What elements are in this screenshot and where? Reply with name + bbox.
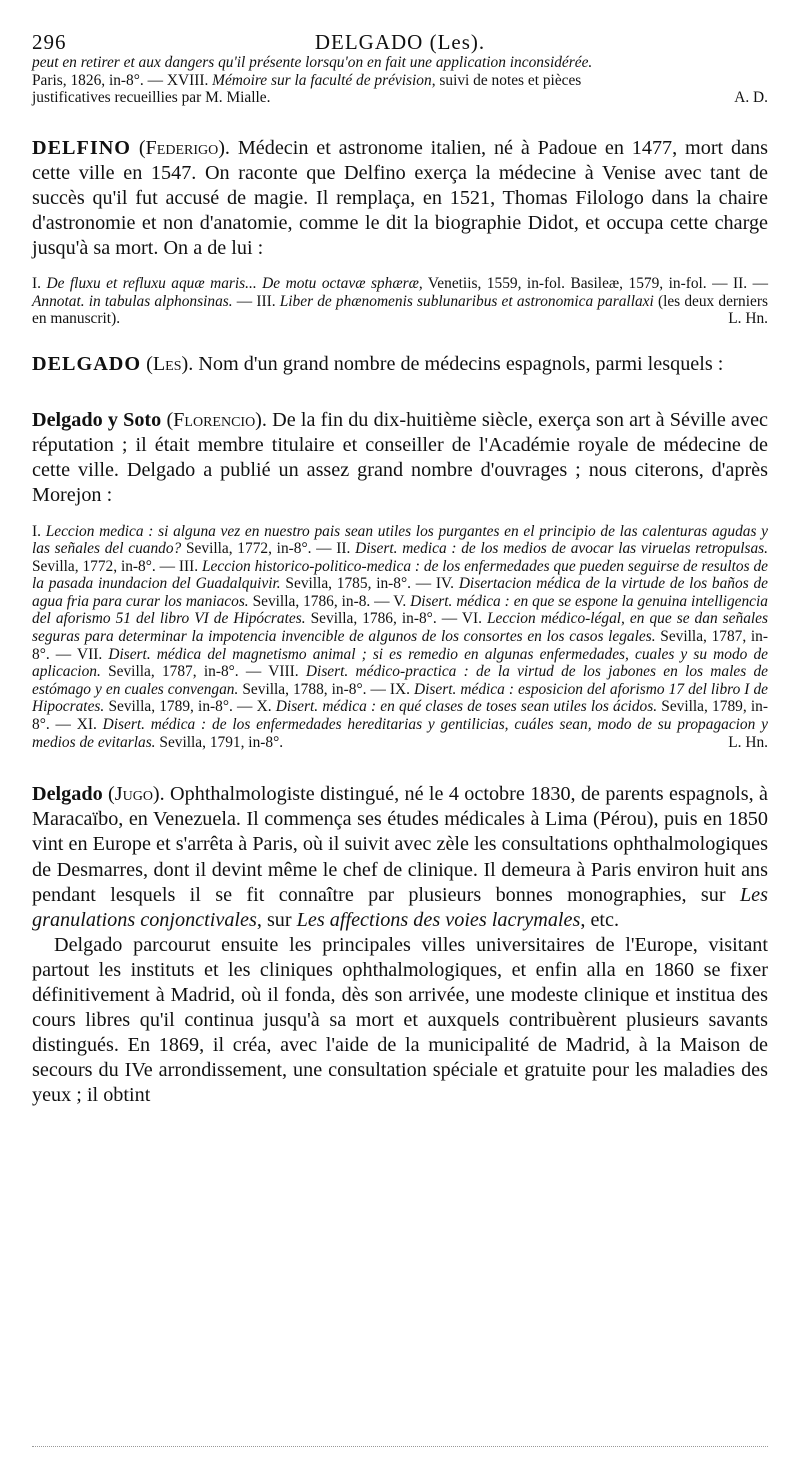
running-title: DELGADO (Les). bbox=[314, 30, 486, 54]
page-header bbox=[32, 30, 768, 54]
bibliography-line: Paris, 1826, in-8°. — XVIII. Mémoire sur la faculté de prévision, suivi de notes et pièces bbox=[32, 71, 582, 89]
page-number: 296 bbox=[32, 30, 67, 54]
entry-delgado-y-soto bbox=[32, 408, 768, 751]
entry-delgado-jugo bbox=[32, 782, 768, 1108]
dictionary-page bbox=[32, 30, 768, 1108]
headword: Delgado y Soto bbox=[32, 409, 162, 432]
entry-name: (Federigo). bbox=[138, 136, 230, 159]
entry-name: (Jugo). bbox=[108, 783, 165, 806]
headword: DELGADO bbox=[32, 353, 142, 376]
previous-entry-end bbox=[32, 54, 768, 107]
bibliography-line-end: justificatives recueillies par M. Mialle. A. D. bbox=[32, 89, 768, 107]
entry-text: Delgado y Soto (Florencio). De la fin du dix-huitième siècle, exerça son art à Séville avec réputation ; il était membre titulaire et conseiller de l'Académie royale de médecine de cette ville. Delgado a publié un assez grand nombre d'ouvrages ; nous citerons, d'après Morejon : bbox=[32, 409, 769, 507]
entry-name: (Florencio). bbox=[166, 409, 267, 432]
author-signature: L. Hn. bbox=[728, 310, 768, 328]
headword: Delgado bbox=[32, 783, 103, 806]
footer-rule bbox=[32, 1446, 768, 1447]
entry-delgado-les bbox=[32, 352, 768, 377]
author-signature: L. Hn. bbox=[728, 733, 768, 751]
works-list: I. Leccion medica : si alguna vez en nuestro pais sean utiles los purgantes en el principio de las calenturas agudas y las señales del cuando? Sevilla, 1772, in-8°. — II. Disert. medica : de los medios de avocar las viruelas retropulsas. Sevilla, 1772, in-8°. — III. Leccion historico-politico-medica : de los enfermedades que pueden seguirse de resultos de la pasada inundacion del Guadalquivir. Sevilla, 1785, in-8°. — IV. Disertacion médica de la virtude de los baños de agua fria para curar los maniacos. Sevilla, 1786, in-8. — V. Disert. médica : en que se espone la genuina intelligencia del aforismo 51 del libro VI de Hipócrates. Sevilla, 1786, in-8°. — VI. Leccion médico-légal, en que se dan señales seguras para determinar la impotencia invencible de algunos de los consortes en los casos legales. Sevilla, 1787, in-8°. — VII. Disert. médica del magnetismo animal ; si es remedio en algunas enfermedades, cuales y su modo de aplicacion. Sevilla, 1787, in-8°. — VIII. Disert. médico-practica : de la virtud de los jabones en los males de estómago y en cuales convengan. Sevilla, 1788, in-8°. — IX. Disert. médica : esposicion del aforismo 17 del libro I de Hipocrates. Sevilla, 1789, in-8°. — X. Disert. médica : en qué clases de toses sean utiles los ácidos. Sevilla, 1789, in-8°. — XI. Disert. médica : de los enfermedades hereditarias y gentilicias, cuáles sean, modo de su propagacion y medios de evitarlas. Sevilla, 1791, in-8°. L. Hn. bbox=[32, 522, 769, 751]
entry-delfino bbox=[32, 136, 768, 328]
entry-name: (Les). bbox=[146, 353, 194, 376]
continued-line: peut en retirer et aux dangers qu'il présente lorsqu'on en fait une application inconsidérée. bbox=[32, 54, 593, 71]
entry-text: Delgado (Jugo). Ophthalmologiste distingué, né le 4 octobre 1830, de parents espagnols, à Maracaïbo, en Venezuela. Il commença ses études médicales à Lima (Pérou), puis en 1850 vint en Europe et s'arrêta à Paris, où il suivit avec zèle les consultations ophthalmologiques de Desmarres, dont il devint même le chef de clinique. Il demeura à Paris environ huit ans pendant lesquels il se fit connaître par plusieurs bonnes monographies, sur Les granulations conjonctivales, sur Les affections des voies lacrymales, etc. bbox=[32, 783, 769, 931]
entry-text: DELGADO (Les). Nom d'un grand nombre de médecins espagnols, parmi lesquels : bbox=[32, 353, 724, 376]
works-list: I. De fluxu et refluxu aquæ maris... De motu octavæ sphæræ, Venetiis, 1559, in-fol. Basileæ, 1579, in-fol. — II. — Annotat. in tabulas alphonsinas. — III. Liber de phænomenis sublunaribus et astronomica parallaxi (les deux derniers en manuscrit). L. Hn. bbox=[32, 275, 768, 328]
author-signature: A. D. bbox=[734, 89, 768, 107]
headword: DELFINO bbox=[32, 136, 131, 159]
entry-text: DELFINO (Federigo). Médecin et astronome italien, né à Padoue en 1477, mort dans cette ville en 1547. On raconte que Delfino exerça la médecine à Venise avec tant de succès qu'il fut accusé de magie. Il remplaça, en 1521, Thomas Filologo dans la chaire d'astronomie et non d'anatomie, comme le dit la biographie Didot, et occupa cette charge jusqu'à sa mort. On a de lui : bbox=[32, 136, 768, 260]
entry-paragraph: Delgado parcourut ensuite les principales villes universitaires de l'Europe, visitant partout les instituts et les cliniques ophthalmologiques, et enfin alla en 1860 se fixer définitivement à Madrid, où il fonda, dès son arrivée, une modeste clinique et institua des cours libres qu'il continua jusqu'à sa mort et auxquels contribuèrent plusieurs savants distingués. En 1869, il créa, avec l'aide de la municipalité de Madrid, à la Maison de secours du IVe arrondissement, une consultation spéciale et gratuite pour les maladies des yeux ; il obtint bbox=[32, 933, 768, 1107]
